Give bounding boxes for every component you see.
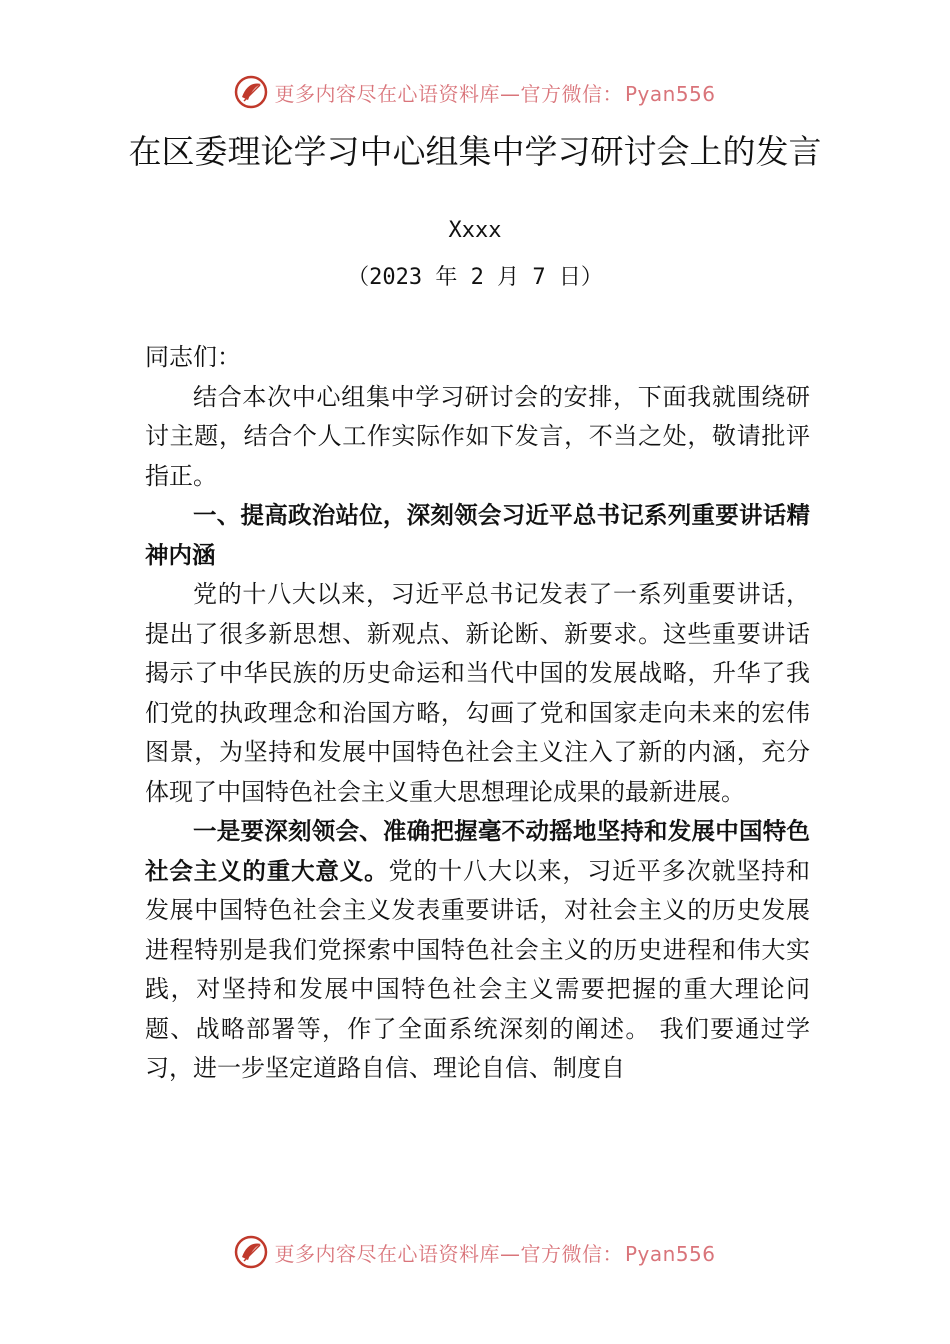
library-logo-icon — [234, 1235, 268, 1269]
point-1-lead: 一是要深刻领会、准确把握毫不动摇地坚持和发展中国特色社会主义的重大意义。 — [145, 817, 810, 885]
section-1-paragraph: 党的十八大以来，习近平总书记发表了一系列重要讲话，提出了很多新思想、新观点、新论断、新要求。这些重要讲话揭示了中华民族的历史命运和当代中国的发展战略，升华了我们党的执政理念和治国方略，勾画了党和国家走向未来的宏伟图景，为坚持和发展中国特色社会主义注入了新的内涵，充分体现了中国特色社会主义重大思想理论成果的最新进展。 — [145, 580, 810, 806]
intro-paragraph: 结合本次中心组集中学习研讨会的安排，下面我就围绕研讨主题，结合个人工作实际作如下发言，不当之处，敬请批评指正。 — [145, 382, 810, 490]
salutation: 同志们： — [145, 343, 241, 371]
point-1-text: 党的十八大以来，习近平多次就坚持和发展中国特色社会主义发表重要讲话，对社会主义的历史发展进程特别是我们党探索中国特色社会主义的历史进程和伟大实践，对坚持和发展中国特色社会主义需要把握的重大理论问题、战略部署等，作了全面系统深刻的阐述。 我们要通过学习，进一步坚定道路自信、理论自信、制度自 — [145, 856, 811, 1082]
watermark-banner-top — [0, 72, 950, 112]
document-date: （2023 年 2 月 7 日） — [347, 265, 603, 290]
watermark-text: 更多内容尽在心语资料库—官方微信： Pyan556 — [274, 1241, 716, 1266]
library-logo-icon — [234, 75, 268, 109]
document-author: Xxxx — [448, 218, 502, 243]
point-1-paragraph — [145, 812, 810, 1089]
watermark-banner-bottom — [0, 1232, 950, 1272]
document-title: 在区委理论学习中心组集中学习研讨会上的发言 — [128, 132, 822, 171]
section-heading-1: 一、提高政治站位，深刻领会习近平总书记系列重要讲话精神内涵 — [145, 501, 810, 569]
watermark-text: 更多内容尽在心语资料库—官方微信： Pyan556 — [274, 81, 716, 106]
document-body — [145, 338, 810, 1089]
